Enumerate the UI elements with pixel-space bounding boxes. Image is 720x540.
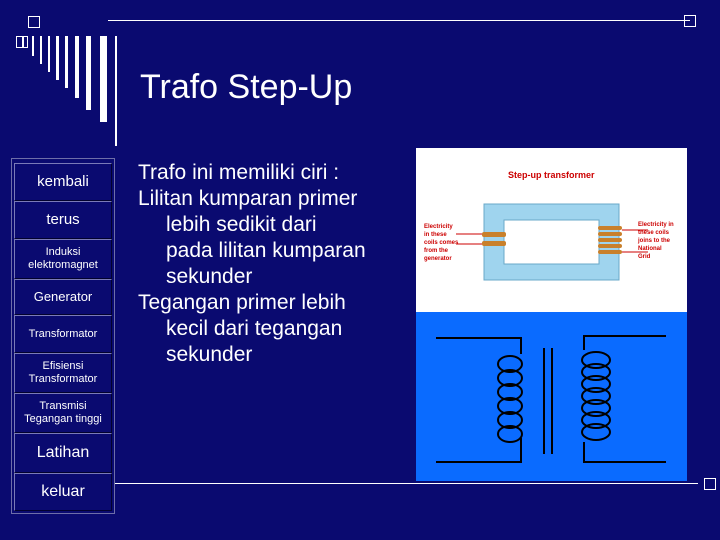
left-note-line: coils comes (424, 240, 459, 246)
decor-stripe (40, 36, 42, 64)
nav-button-kembali[interactable] (14, 163, 112, 201)
decor-stripe (75, 36, 79, 98)
decor-stripe (32, 36, 34, 56)
nav-label: Efisiensi Transformator (28, 360, 98, 385)
transformer-symbol-svg (416, 312, 687, 481)
nav-sidebar (11, 158, 115, 514)
decor-stripe (56, 36, 59, 80)
left-note-line: Electricity (424, 224, 453, 230)
nav-label: Generator (33, 288, 93, 304)
nav-button-terus[interactable] (14, 201, 112, 239)
right-note-line: joins to the (638, 238, 670, 244)
nav-label: Transmisi Tegangan tinggi (24, 400, 102, 425)
nav-button-latihan[interactable] (14, 433, 112, 473)
content-line: sekunder (166, 343, 253, 366)
nav-button-transmisi[interactable] (14, 393, 112, 433)
right-note-line: Electricity in (638, 222, 674, 228)
decor-stripe (48, 36, 50, 72)
content-line: kecil dari tegangan (166, 317, 343, 340)
left-note-line: from the (424, 248, 448, 254)
decor-stripe (100, 36, 107, 122)
content-line: Trafo ini memiliki ciri : (138, 161, 340, 184)
bottom-rule (108, 483, 698, 484)
slide-title: Trafo Step-Up (140, 68, 353, 106)
decor-square (704, 478, 716, 490)
nav-button-keluar[interactable] (14, 473, 112, 511)
left-note-line: in these (424, 232, 447, 238)
core-window (504, 220, 599, 264)
decor-stripe (65, 36, 68, 88)
decor-stripe (86, 36, 91, 110)
right-note-line: these coils (638, 230, 670, 236)
decor-square (684, 15, 696, 27)
nav-button-efisiensi[interactable] (14, 353, 112, 393)
nav-button-transformator[interactable] (14, 315, 112, 353)
nav-button-induksi[interactable] (14, 239, 112, 279)
decor-square (28, 16, 40, 28)
nav-button-generator[interactable] (14, 279, 112, 315)
nav-label: terus (46, 211, 80, 229)
diagram-title: Step-up transformer (508, 170, 595, 180)
nav-label: Latihan (36, 443, 90, 461)
decor-stripe (115, 36, 117, 146)
secondary-coil-symbol (582, 352, 610, 440)
right-note-line: National (638, 246, 662, 252)
secondary-bottom-wire (584, 442, 666, 462)
nav-label: keluar (41, 482, 85, 500)
transformer-illustration-svg (416, 148, 687, 312)
primary-top-wire (436, 338, 521, 354)
content-line: sekunder (166, 265, 253, 288)
slide-content (138, 160, 413, 368)
secondary-top-wire (584, 336, 666, 350)
decor-stripe (22, 36, 24, 48)
transformer-symbol-panel (416, 312, 687, 481)
nav-label: Induksi elektromagnet (28, 246, 98, 271)
content-line: Tegangan primer lebih (138, 291, 346, 314)
nav-label: kembali (37, 173, 89, 191)
left-note-line: generator (424, 256, 452, 262)
content-line: pada lilitan kumparan (166, 239, 366, 262)
primary-coil-symbol (498, 356, 522, 442)
nav-label: Transformator (28, 327, 98, 340)
content-line: lebih sedikit dari (166, 213, 317, 236)
content-line: Lilitan kumparan primer (138, 187, 358, 210)
top-rule (108, 20, 690, 21)
transformer-illustration (416, 148, 687, 312)
right-note-line: Grid (638, 254, 651, 260)
